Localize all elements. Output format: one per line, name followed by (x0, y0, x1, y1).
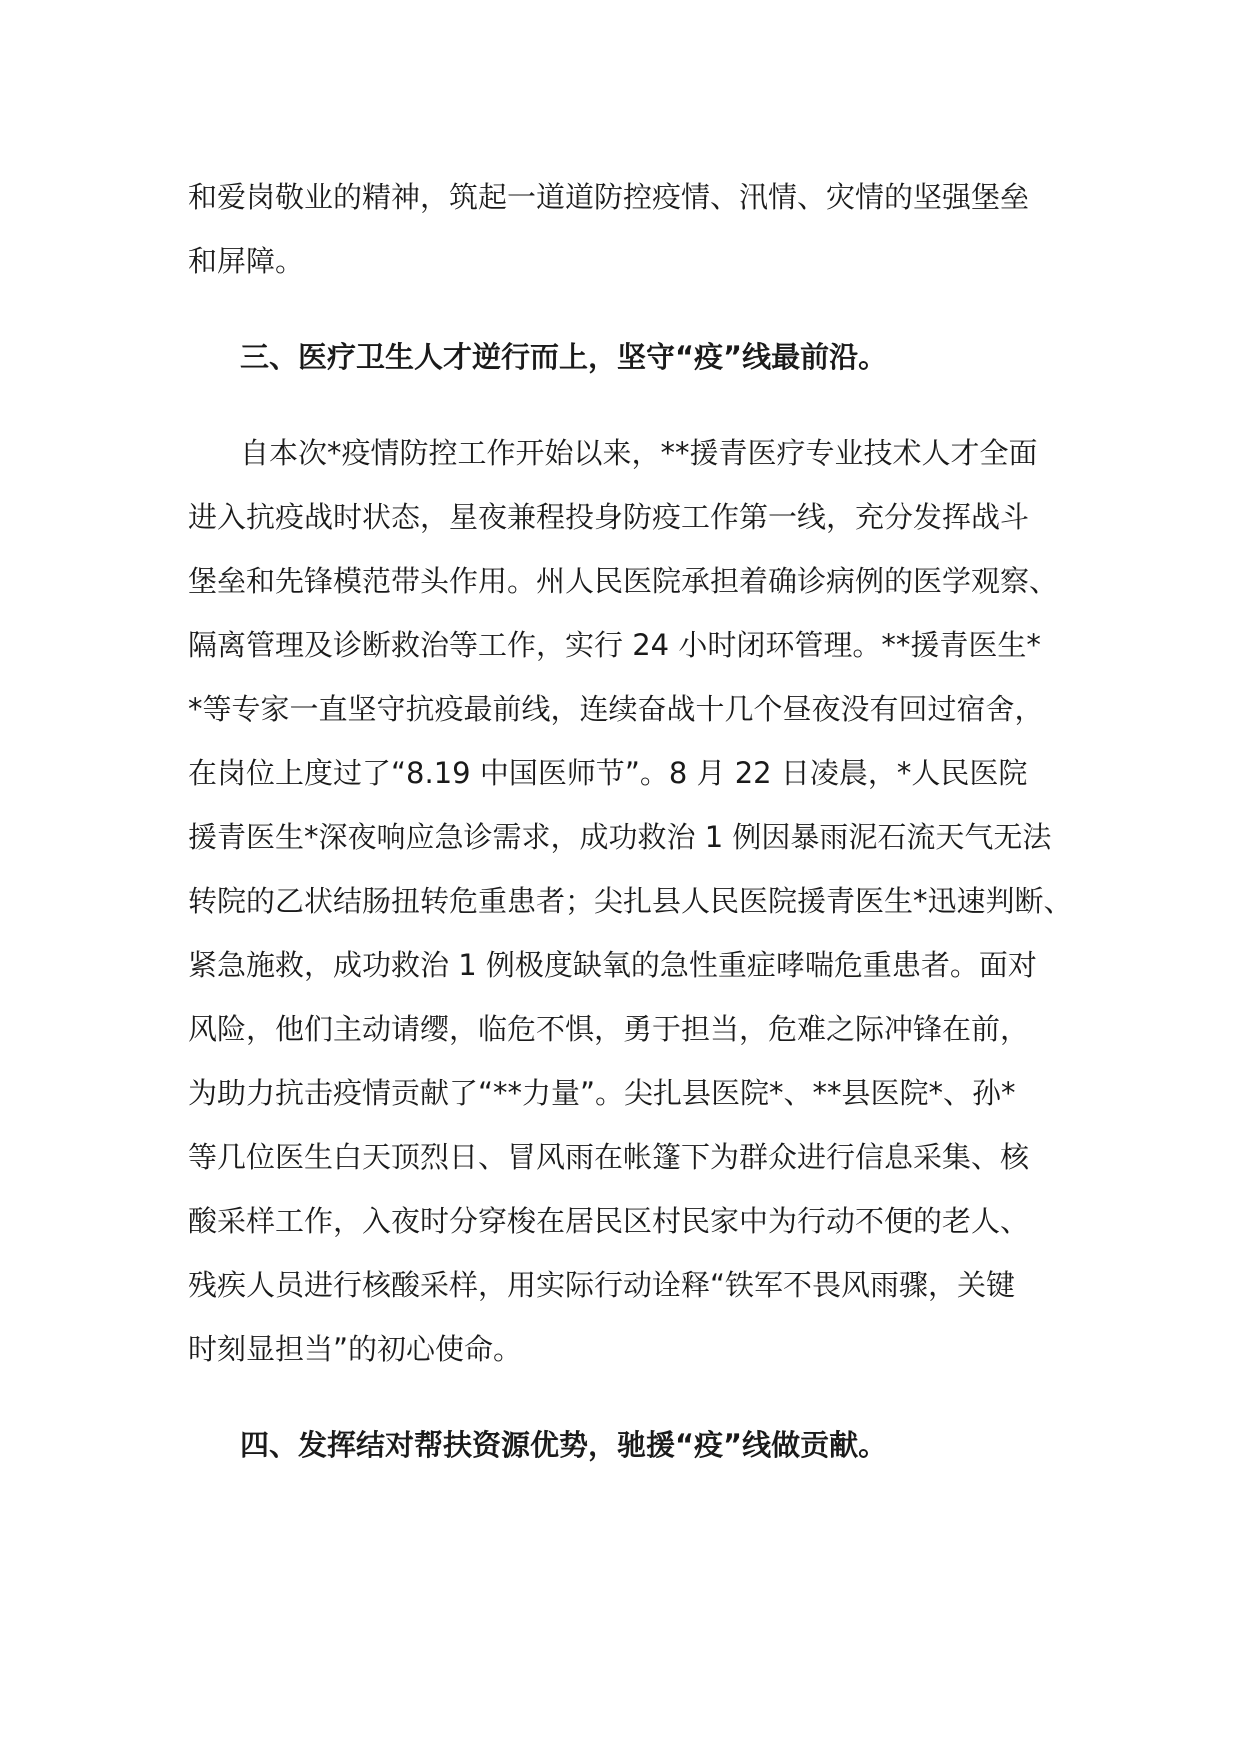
paragraph-line: 酸采样工作，入夜时分穿梭在居民区村民家中为行动不便的老人、 (188, 1204, 1030, 1238)
paragraph-line: 为助力抗击疫情贡献了“**力量”。尖扎县医院*、**县医院*、孙* (188, 1076, 1016, 1110)
paragraph-line: *等专家一直坚守抗疫最前线，连续奋战十几个昼夜没有回过宿舍， (188, 692, 1044, 726)
paragraph-line: 和爱岗敬业的精神，筑起一道道防控疫情、汛情、灾情的坚强堡垒 (188, 180, 1030, 214)
paragraph-line: 等几位医生白天顶烈日、冒风雨在帐篷下为群众进行信息采集、核 (188, 1140, 1030, 1174)
paragraph-line: 堡垒和先锋模范带头作用。州人民医院承担着确诊病例的医学观察、 (188, 564, 1059, 598)
paragraph-line: 进入抗疫战时状态，星夜兼程投身防疫工作第一线，充分发挥战斗 (188, 500, 1030, 534)
paragraph-line: 援青医生*深夜响应急诊需求，成功救治 1 例因暴雨泥石流天气无法 (188, 820, 1052, 854)
paragraph-line: 和屏障。 (188, 244, 305, 278)
paragraph-line: 转院的乙状结肠扭转危重患者；尖扎县人民医院援青医生*迅速判断、 (188, 884, 1073, 918)
paragraph-line: 风险，他们主动请缨，临危不惧，勇于担当，危难之际冲锋在前， (188, 1012, 1030, 1046)
section-heading-3: 三、医疗卫生人才逆行而上，坚守“疫”线最前沿。 (240, 340, 888, 374)
paragraph-line: 紧急施救，成功救治 1 例极度缺氧的急性重症哮喘危重患者。面对 (188, 948, 1037, 982)
paragraph-line: 在岗位上度过了“8.19 中国医师节”。8 月 22 日凌晨，*人民医院 (188, 756, 1028, 790)
paragraph-line: 时刻显担当”的初心使命。 (188, 1332, 523, 1366)
paragraph-line: 残疾人员进行核酸采样，用实际行动诠释“铁军不畏风雨骤，关键 (188, 1268, 1016, 1302)
section-heading-4: 四、发挥结对帮扶资源优势，驰援“疫”线做贡献。 (240, 1428, 888, 1462)
paragraph-line: 隔离管理及诊断救治等工作，实行 24 小时闭环管理。**援青医生* (188, 628, 1041, 662)
paragraph-line: 自本次*疫情防控工作开始以来，**援青医疗专业技术人才全面 (240, 436, 1038, 470)
